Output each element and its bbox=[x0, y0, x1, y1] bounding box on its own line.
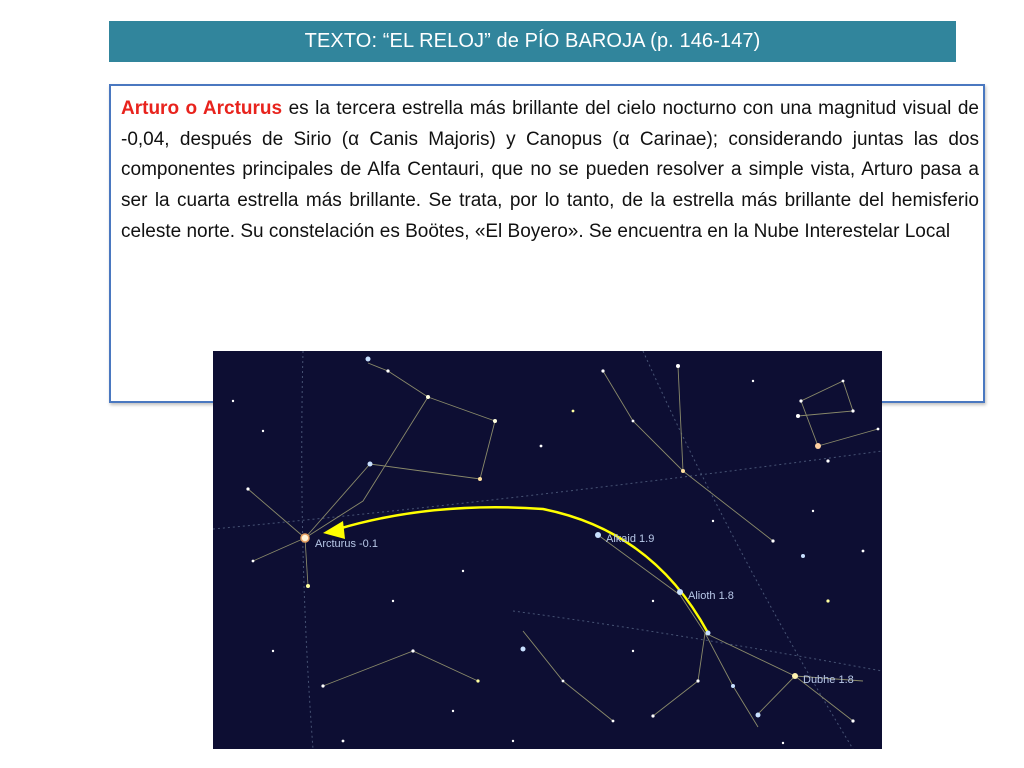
description-paragraph bbox=[121, 94, 979, 248]
stars bbox=[232, 357, 880, 745]
star-mizar bbox=[706, 631, 711, 636]
arrow-curve bbox=[338, 507, 708, 633]
arrow-head bbox=[323, 521, 345, 539]
label-dubhe: Dubhe 1.8 bbox=[803, 674, 854, 686]
star-alkaid bbox=[595, 532, 601, 538]
description-body: es la tercera estrella más brillante del cielo nocturno con una magnitud visual de -0,04, después de Sirio (α Canis Majoris) y Canopus (α Carinae); considerando juntas las dos componentes principales de Alfa Centauri, que no se pueden resolver a simple vista, Arturo pasa a ser la cuarta estrella más brillante. Se trata, por lo tanto, de la estrella más brillante del hemisferio celeste norte. Su constelación es Boötes, «El Boyero». Se encuentra en la Nube Interestelar Local bbox=[121, 98, 979, 242]
star-map-svg bbox=[213, 351, 882, 749]
slide-title: TEXTO: “EL RELOJ” de PÍO BAROJA (p. 146-147) bbox=[109, 21, 956, 62]
star-name-highlight: Arturo o Arcturus bbox=[121, 98, 283, 119]
star-map-image bbox=[213, 351, 882, 749]
label-alkaid: Alkaid 1.9 bbox=[606, 533, 655, 545]
label-arcturus: Arcturus -0.1 bbox=[315, 538, 378, 550]
label-alioth: Alioth 1.8 bbox=[688, 590, 734, 602]
star-alioth bbox=[677, 589, 683, 595]
star-dubhe bbox=[792, 673, 798, 679]
star-arcturus bbox=[301, 534, 309, 542]
star-labels bbox=[315, 533, 854, 686]
